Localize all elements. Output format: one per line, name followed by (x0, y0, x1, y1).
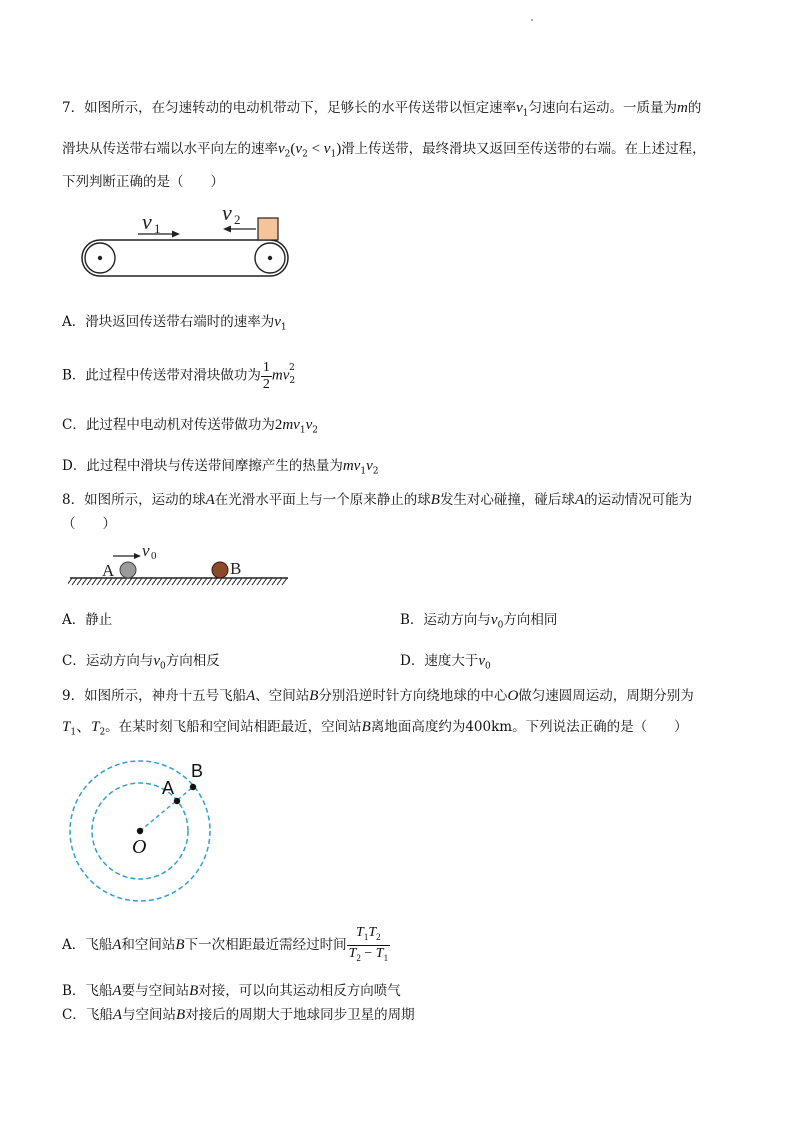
q7-line1: 7．如图所示，在匀速转动的电动机带动下，足够长的水平传送带以恒定速率$v_1$匀速向右运动。一质量为m的 (62, 100, 702, 119)
hatch-mark (212, 578, 217, 585)
v2-arrowhead (223, 226, 231, 233)
q7-line2: 滑块从传送带右端以水平向左的速率$v_2(v_2 < v_1)$滑上传送带，最终滑块又返回至传送带的右端。在上述过程， (62, 141, 706, 160)
q7-option-c-text: C．此过程中电动机对传送带做功为 (62, 417, 275, 433)
collision-figure (68, 540, 293, 595)
q9-option-b-text2: 要与空间站 (121, 983, 190, 999)
v0-subscript: 0 (151, 550, 157, 562)
hatch-mark (87, 578, 92, 585)
q7-text-1b: 匀速向右运动。一质量为 (528, 100, 677, 116)
q9-option-b: B．飞船A要与空间站B对接，可以向其运动相反方向喷气 (62, 983, 401, 999)
hatch-mark (217, 578, 222, 585)
q8-text-1d: 的运动情况可能为 (584, 492, 693, 508)
q9-option-a-text: A．飞船 (62, 937, 113, 953)
conveyor-belt-figure (80, 200, 295, 285)
hatch-mark (182, 578, 187, 585)
q9-option-c: C．飞船A与空间站B对接后的周期大于地球同步卫星的周期 (62, 1007, 415, 1023)
q7-text-2a: 滑块从传送带右端以水平向左的速率 (62, 141, 278, 157)
ground-hatching (68, 578, 287, 585)
q8-option-d-text: D．速度大于 (400, 653, 479, 669)
q8-option-b-text2: 方向相同 (503, 612, 558, 628)
q8-option-d: D．速度大于$v_0$ (400, 653, 491, 672)
q9-text-1b: 、空间站 (255, 688, 310, 704)
q9-option-b-text3: 对接，可以向其运动相反方向喷气 (198, 983, 401, 999)
hatch-mark (237, 578, 242, 585)
hatch-mark (262, 578, 267, 585)
q9-option-b-text: B．飞船 (62, 983, 113, 999)
hatch-mark (77, 578, 82, 585)
hatch-mark (192, 578, 197, 585)
q9-text-2b: 。在某时刻飞船和空间站相距最近，空间站 (105, 719, 362, 735)
hatch-mark (132, 578, 137, 585)
q8-option-c-text2: 方向相反 (165, 653, 220, 669)
v1-label: v (142, 209, 152, 234)
q7-text-2b: 滑上传送带，最终滑块又返回至传送带的右端。在上述过程， (341, 141, 706, 157)
left-pulley-axle (98, 256, 102, 260)
time-fraction: $\frac{T_1T_2}{T_2 - T_1}$ (348, 925, 389, 963)
q8-line1: 8．如图所示，运动的球A在光滑水平面上与一个原来静止的球B发生对心碰撞，碰后球A的运动情况可能为 (62, 492, 693, 508)
q7-option-d-text: D．此过程中滑块与传送带间摩擦产生的热量为 (62, 458, 343, 474)
hatch-mark (68, 578, 72, 585)
q7-text-1: 7．如图所示，在匀速转动的电动机带动下，足够长的水平传送带以恒定速率 (62, 100, 517, 116)
q8-option-a (62, 610, 112, 630)
q7-option-a-text: A．滑块返回传送带右端时的速率为 (62, 314, 275, 330)
hatch-mark (227, 578, 232, 585)
hatch-mark (122, 578, 127, 585)
q9-option-a: A．飞船A和空间站B下一次相距最近需经过时间 $\frac{T_1T_2}{T_2 - T_1}$ (62, 925, 390, 966)
q8-option-c-text: C．运动方向与 (62, 653, 154, 669)
hatch-mark (72, 578, 77, 585)
q8-option-b-text: B．运动方向与 (400, 612, 491, 628)
v2-label: v (222, 200, 232, 225)
slider-block (258, 218, 278, 240)
q9-option-a-text2: 和空间站 (121, 937, 176, 953)
q7-option-b: B．此过程中传送带对滑块做功为 $\frac{1}{2}$ $mv_2^2$ (62, 359, 296, 392)
q7-option-d: D．此过程中滑块与传送带间摩擦产生的热量为$mv_1v_2$ (62, 458, 379, 477)
q7-text-1c: 的 (687, 100, 702, 116)
q7-option-b-text: B．此过程中传送带对滑块做功为 (62, 367, 261, 384)
q9-option-a-text3: 下一次相距最近需经过时间 (184, 937, 347, 953)
q9-text-1d: 做匀速圆周运动，周期分别为 (518, 688, 694, 704)
ball-b-label: B (230, 559, 242, 578)
q9-option-c-text: C．飞船 (62, 1007, 113, 1023)
v1-arrowhead (172, 231, 180, 238)
hatch-mark (187, 578, 192, 585)
hatch-mark (157, 578, 162, 585)
center-o (137, 828, 143, 834)
v0-arrowhead (134, 553, 141, 559)
v1-subscript: 1 (154, 221, 161, 236)
hatch-mark (167, 578, 172, 585)
hatch-mark (267, 578, 272, 585)
hatch-mark (277, 578, 282, 585)
hatch-mark (117, 578, 122, 585)
q9-option-c-text2: 与空间站 (122, 1007, 177, 1023)
hatch-mark (282, 578, 287, 585)
hatch-mark (222, 578, 227, 585)
q8-text-1b: 在光滑水平面上与一个原来静止的球 (214, 492, 431, 508)
hatch-mark (127, 578, 132, 585)
hatch-mark (162, 578, 167, 585)
hatch-mark (202, 578, 207, 585)
point-a (174, 798, 180, 804)
v0-label: v (142, 541, 150, 560)
hatch-mark (82, 578, 87, 585)
ball-b (212, 562, 228, 578)
hatch-mark (257, 578, 262, 585)
q8-option-a-text: A．静止 (62, 612, 113, 628)
q8-option-b: B．运动方向与$v_0$方向相同 (400, 612, 558, 631)
q9-line2: $T_1$、$T_2$。在某时刻飞船和空间站相距最近，空间站B离地面高度约为400km。下列说法正确的是（ ） (62, 719, 688, 738)
q9-text-1: 9．如图所示，神舟十五号飞船 (62, 688, 247, 704)
q9-line1: 9．如图所示，神舟十五号飞船A、空间站B分别沿逆时针方向绕地球的中心O做匀速圆周运动，周期分别为 (62, 688, 694, 704)
hatch-mark (252, 578, 257, 585)
hatch-mark (207, 578, 212, 585)
v2-subscript: 2 (234, 212, 241, 227)
hatch-mark (142, 578, 147, 585)
hatch-mark (242, 578, 247, 585)
ball-a-label: A (102, 561, 115, 580)
point-b (190, 784, 196, 790)
label-o: O (132, 836, 147, 858)
hatch-mark (92, 578, 97, 585)
label-a: A (162, 778, 175, 798)
q7-option-a: A．滑块返回传送带右端时的速率为$v_1$ (62, 314, 287, 333)
hatch-mark (147, 578, 152, 585)
right-pulley-axle (268, 256, 272, 260)
hatch-mark (172, 578, 177, 585)
q8-text-1c: 发生对心碰撞，碰后球 (439, 492, 575, 508)
q7-line3 (62, 172, 224, 192)
q9-text-2c: 离地面高度约为400km。下列说法正确的是（ ） (370, 719, 688, 735)
q8-text-1: 8．如图所示，运动的球 (62, 492, 206, 508)
q7-option-c: C．此过程中电动机对传送带做功为$2mv_1v_2$ (62, 417, 318, 436)
q9-option-c-text3: 对接后的周期大于地球同步卫星的周期 (185, 1007, 415, 1023)
page-mark (531, 19, 533, 21)
q8-line2 (62, 514, 116, 534)
label-b: B (191, 761, 204, 781)
hatch-mark (197, 578, 202, 585)
q9-text-1c: 分别沿逆时针方向绕地球的中心 (318, 688, 508, 704)
ball-a (120, 562, 136, 578)
hatch-mark (177, 578, 182, 585)
q8-option-c: C．运动方向与$v_0$方向相反 (62, 653, 220, 672)
hatch-mark (137, 578, 142, 585)
q7-text-3: 下列判断正确的是（ ） (62, 174, 224, 190)
hatch-mark (247, 578, 252, 585)
hatch-mark (152, 578, 157, 585)
orbit-figure (62, 756, 217, 906)
hatch-mark (272, 578, 277, 585)
half-fraction: $\frac{1}{2}$ (262, 359, 270, 392)
q8-text-2: （ ） (62, 516, 116, 532)
hatch-mark (232, 578, 237, 585)
